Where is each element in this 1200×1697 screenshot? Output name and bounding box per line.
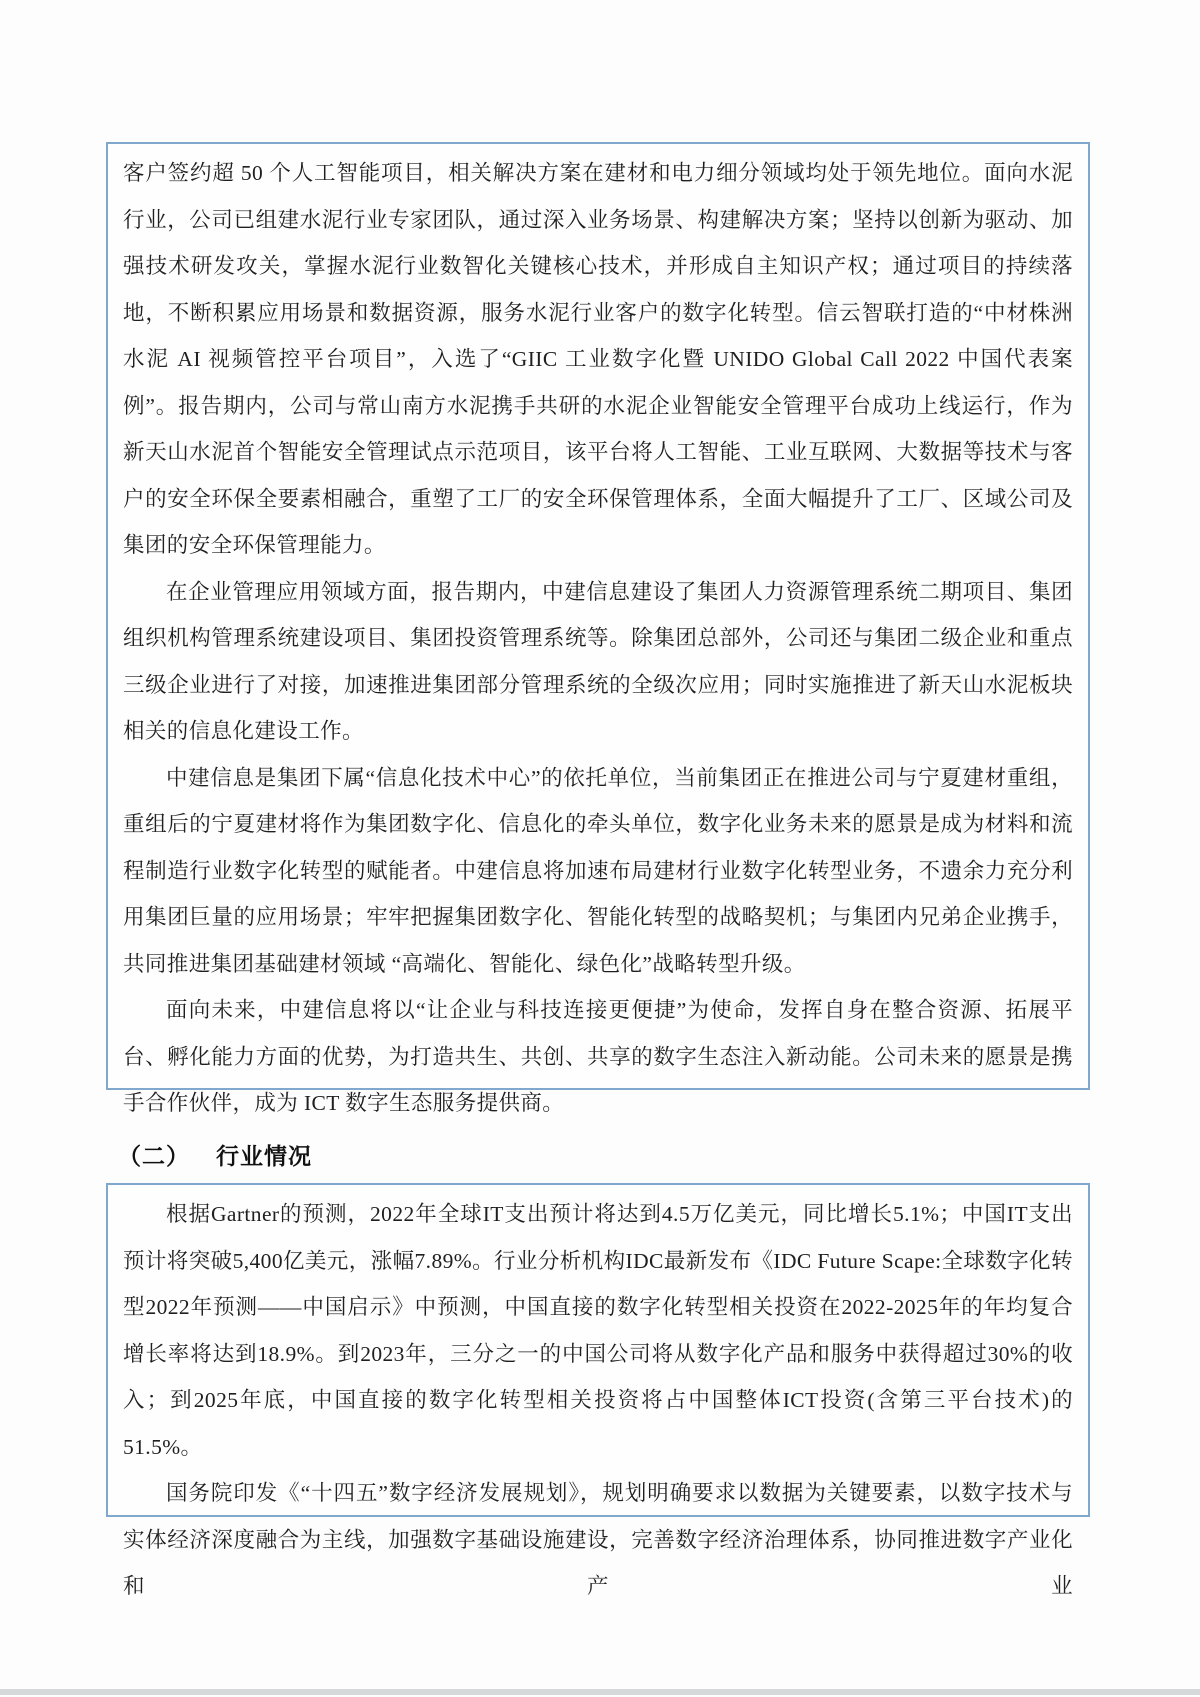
paragraph-digital-economy-plan: 国务院印发《“十四五”数字经济发展规划》，规划明确要求以数据为关键要素，以数字技术与实体经济深度融合为主线，加强数字基础设施建设，完善数字经济治理体系，协同推进数字产业化和产业 xyxy=(123,1481,1073,1598)
section-number: （二） xyxy=(118,1143,190,1169)
paragraph-it-spending-forecast: 根据Gartner的预测，2022年全球IT支出预计将达到4.5万亿美元，同比增长5.1%；中国IT支出预计将突破5,400亿美元，涨幅7.89%。行业分析机构IDC最新发布《IDC Future Scape:全球数字化转型2022年预测——中国启示》中预测，中国直接的数字化转型相关投资在2022-2025年的年均复合增长率将达到18.9%。到2023年，三分之一的中国公司将从数字化产品和服务中获得超过30%的收入；到2025年底，中国直接的数字化转型相关投资将占中国整体ICT投资(含第三平台技术)的51.5%。 xyxy=(123,1202,1073,1459)
paragraph-future-vision: 面向未来，中建信息将以“让企业与科技连接更便捷”为使命，发挥自身在整合资源、拓展平台、孵化能力方面的优势，为打造共生、共创、共享的数字生态注入新动能。公司未来的愿景是携手合作伙伴，成为 ICT 数字生态服务提供商。 xyxy=(123,998,1073,1115)
paragraph-group-restructuring: 中建信息是集团下属“信息化技术中心”的依托单位，当前集团正在推进公司与宁夏建材重组，重组后的宁夏建材将作为集团数字化、信息化的牵头单位，数字化业务未来的愿景是成为材料和流程制造行业数字化转型的赋能者。中建信息将加速布局建材行业数字化转型业务，不遗余力充分利用集团巨量的应用场景；牢牢把握集团数字化、智能化转型的战略契机；与集团内兄弟企业携手，共同推进集团基础建材领域 “高端化、智能化、绿色化”战略转型升级。 xyxy=(123,765,1073,976)
section-title: 行业情况 xyxy=(216,1143,312,1169)
paragraph-enterprise-management: 在企业管理应用领域方面，报告期内，中建信息建设了集团人力资源管理系统二期项目、集团组织机构管理系统建设项目、集团投资管理系统等。除集团总部外，公司还与集团二级企业和重点三级企业进行了对接，加速推进集团部分管理系统的全级次应用；同时实施推进了新天山水泥板块相关的信息化建设工作。 xyxy=(123,579,1073,743)
industry-situation-box xyxy=(106,1183,1090,1598)
company-business-overview-box xyxy=(106,142,1090,1115)
page-bottom-edge xyxy=(0,1689,1200,1695)
section-heading xyxy=(118,1138,312,1171)
paragraph-ai-projects-cement: 客户签约超 50 个人工智能项目，相关解决方案在建材和电力细分领域均处于领先地位。面向水泥行业，公司已组建水泥行业专家团队，通过深入业务场景、构建解决方案；坚持以创新为驱动、加强技术研发攻关，掌握水泥行业数智化关键核心技术，并形成自主知识产权；通过项目的持续落地，不断积累应用场景和数据资源，服务水泥行业客户的数字化转型。信云智联打造的“中材株洲水泥 AI 视频管控平台项目”，入选了“GIIC 工业数字化暨 UNIDO Global Call 2022 中国代表案例”。报告期内，公司与常山南方水泥携手共研的水泥企业智能安全管理平台成功上线运行，作为新天山水泥首个智能安全管理试点示范项目，该平台将人工智能、工业互联网、大数据等技术与客户的安全环保全要素相融合，重塑了工厂的安全环保管理体系，全面大幅提升了工厂、区域公司及集团的安全环保管理能力。 xyxy=(123,161,1073,557)
